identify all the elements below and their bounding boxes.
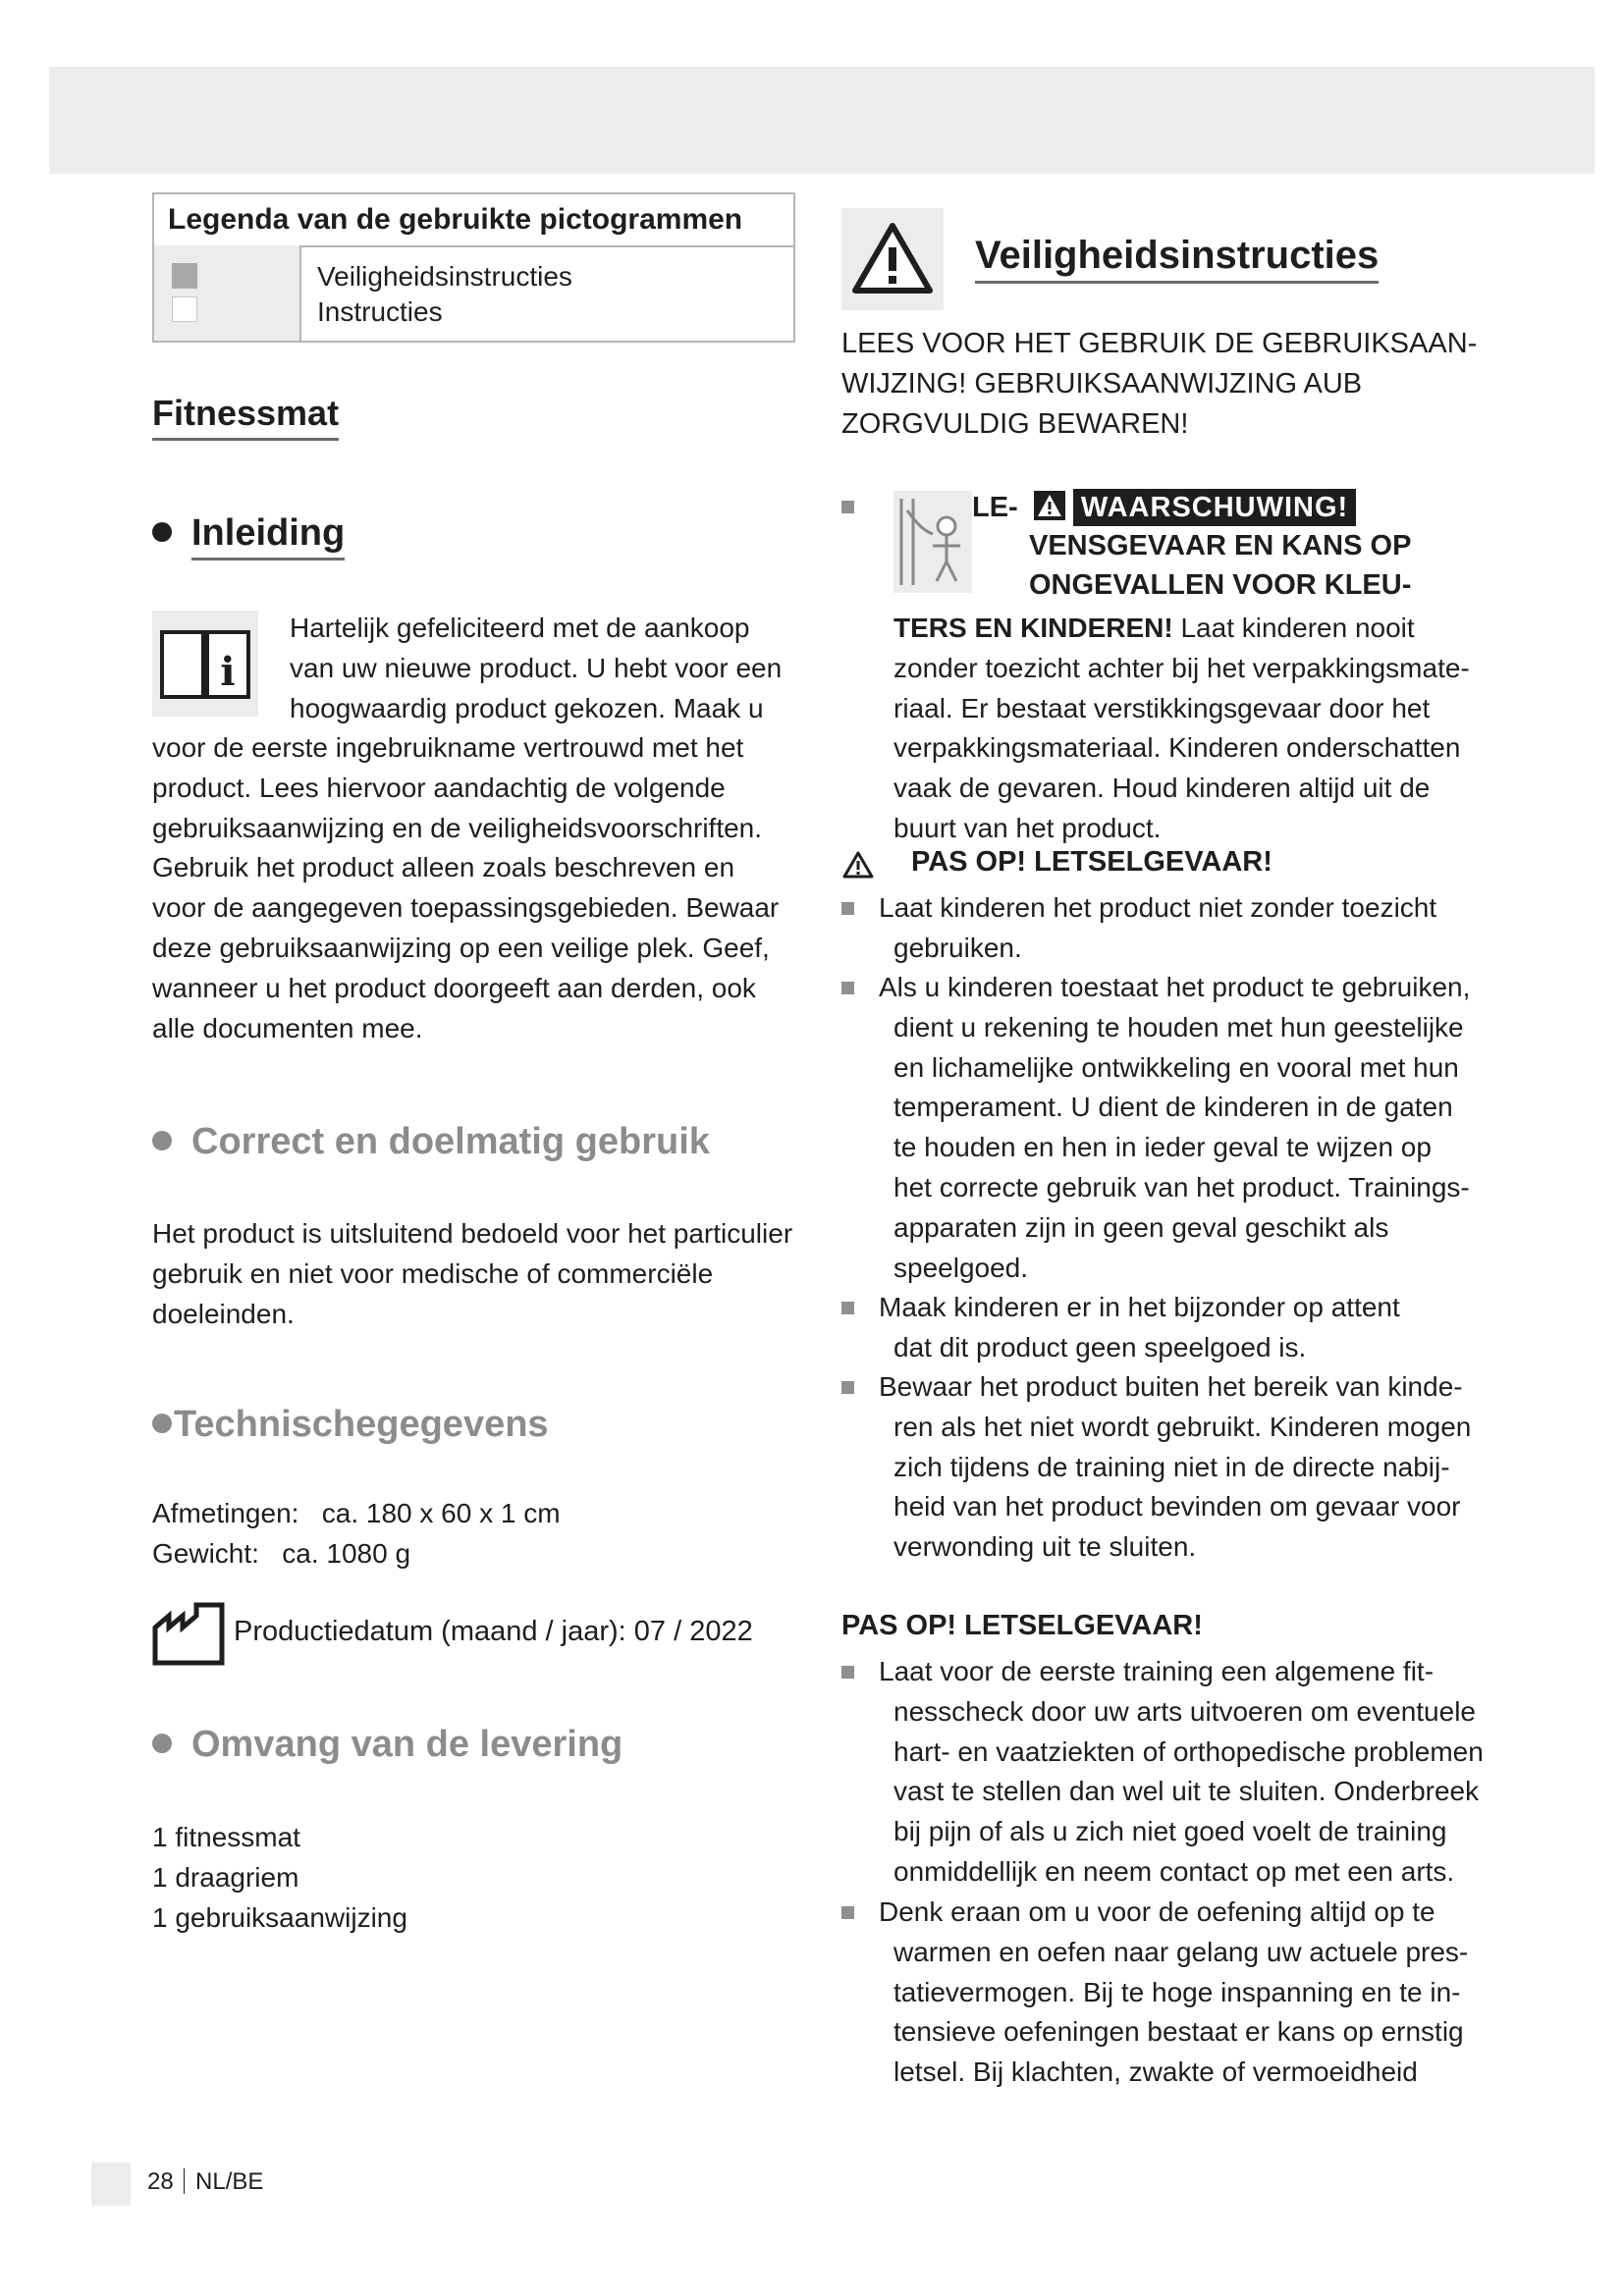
correct-gebruik-heading [152,1121,710,1163]
square-bullet-icon [841,1906,854,1919]
technische-heading [152,1404,549,1446]
bullet1-line: ren als het niet wordt gebruikt. Kinderen mogen [893,1411,1472,1442]
bullet2-line: vast te stellen dan wel uit te sluiten. Onderbreek [893,1776,1480,1807]
warn-head-line: ONGEVALLEN VOOR KLEU- [1029,569,1412,601]
correct-gebruik-heading-text: Correct en doelmatig gebruik [191,1121,710,1162]
levering-heading-text: Omvang van de levering [191,1724,623,1765]
bullet1-line: Maak kinderen er in het bijzonder op attent [879,1292,1400,1322]
warn-line: zonder toezicht achter bij het verpakkingsmate- [893,652,1470,683]
intro-line: voor de aangegeven toepassingsgebieden. Bewaar [152,892,780,924]
warn-rest: Laat kinderen nooit [1172,613,1415,643]
legend-row-safety: Veiligheidsinstructies [317,261,572,292]
veiligheid-heading: Veiligheidsinstructies [975,234,1379,284]
svg-text:i: i [220,649,236,695]
intro-line: alle documenten mee. [152,1012,423,1043]
bullet2-line: onmiddellijk en neem contact op met een arts. [893,1855,1455,1887]
veiligheid-intro-line: ZORGVULDIG BEWAREN! [841,408,1189,440]
warn-first-line [893,609,1470,649]
bullet-dot-icon [152,1131,172,1150]
square-bullet-icon [841,501,854,513]
bullet1-line: verwonding uit te sluiten. [893,1531,1197,1563]
square-bullet-icon [841,902,854,915]
productiedatum: Productiedatum (maand / jaar): 07 / 2022 [234,1616,753,1647]
legend-row-instructions: Instructies [317,296,443,327]
warning-triangle-icon [1034,491,1065,520]
square-bullet-icon [841,982,854,994]
info-book-icon [152,611,258,717]
bullet1-line: te houden en hen in ieder geval te wijzen op [893,1132,1432,1163]
technische-heading-text: Technischegegevens [174,1404,549,1445]
warning-triangle-icon [841,850,875,880]
correct-gebruik-line: gebruik en niet voor medische of commerciële [152,1257,714,1289]
bullet1-line: en lichamelijke ontwikkeling en vooral met hun [893,1051,1459,1083]
bullet1-line: dat dit product geen speelgoed is. [893,1331,1307,1362]
intro-line: deze gebruiksaanwijzing op een veilige plek. Geef, [152,932,770,963]
warning-triangle-icon [841,208,944,310]
pasop-heading-2: PAS OP! LETSELGEVAAR! [841,1610,1203,1641]
bullet1-line: dient u rekening te houden met hun geestelijke [893,1011,1464,1042]
footer-lang: NL/BE [195,2168,264,2195]
bullet1-line: zich tijdens de training niet in de directe nabij- [893,1451,1450,1482]
instruction-square-icon [172,296,197,322]
warn-line: buurt van het product. [893,812,1162,843]
bullet1-line: het correcte gebruik van het product. Trainings- [893,1171,1470,1202]
bullet2-line: nesscheck door uw arts uitvoeren om eventuele [893,1695,1476,1727]
intro-line: Gebruik het product alleen zoals beschreven en [152,852,735,883]
correct-gebruik-line: doeleinden. [152,1298,295,1329]
bullet-dot-icon [152,1734,172,1753]
correct-gebruik-line: Het product is uitsluitend bedoeld voor het particulier [152,1218,793,1249]
bullet2-line: letsel. Bij klachten, zwakte of vermoeidheid [893,2056,1418,2088]
product-title: Fitnessmat [152,393,339,441]
bullet2-line: warmen en oefen naar gelang uw actuele pres- [893,1936,1469,1967]
bullet2-line: tatievermogen. Bij te hoge inspanning en te in- [893,1976,1461,2007]
bullet1-line: temperament. U dient de kinderen in de gaten [893,1092,1453,1123]
levering-item: 1 fitnessmat [152,1822,300,1852]
footer-divider [184,2168,185,2194]
legend-title: Legenda van de gebruikte pictogrammen [154,194,793,247]
warning-badge: WAARSCHUWING! [1073,489,1356,526]
bullet1-line: gebruiken. [893,932,1022,963]
warn-bold: TERS EN KINDEREN! [893,613,1173,643]
square-bullet-icon [841,1381,854,1394]
bullet2-line: Denk eraan om u voor de oefening altijd op te [879,1896,1435,1927]
warn-prefix: LE- [972,492,1018,523]
levering-heading [152,1724,623,1766]
bullet1-line: Laat kinderen het product niet zonder toezicht [879,892,1437,923]
bullet1-line: Als u kinderen toestaat het product te gebruiken, [879,972,1471,1002]
warn-line: riaal. Er bestaat verstikkingsgevaar door het [893,692,1431,723]
intro-line: wanneer u het product doorgeeft aan derden, ook [152,972,756,1003]
inleiding-heading-text: Inleiding [191,512,345,561]
bullet2-line: bij pijn of als u zich niet goed voelt de training [893,1816,1447,1847]
bullet-dot-icon [152,522,172,542]
bullet1-line: speelgoed. [893,1252,1029,1283]
intro-line: gebruiksaanwijzing en de veiligheidsvoorschriften. [152,812,763,843]
veiligheid-intro-line: LEES VOOR HET GEBRUIK DE GEBRUIKSAAN- [841,328,1478,359]
footer-square [91,2163,131,2206]
square-bullet-icon [841,1302,854,1314]
levering-item: 1 gebruiksaanwijzing [152,1901,407,1933]
levering-item: 1 draagriem [152,1861,299,1893]
square-bullet-icon [841,1666,854,1679]
intro-line: voor de eerste ingebruikname vertrouwd met het [152,732,744,763]
legend-table [152,192,795,343]
afmetingen: Afmetingen: ca. 180 x 60 x 1 cm [152,1498,561,1528]
warn-line: vaak de gevaren. Houd kinderen altijd uit de [893,773,1431,804]
gewicht: Gewicht: ca. 1080 g [152,1537,411,1569]
legend-icons-column [154,245,301,341]
bullet2-line: tensieve oefeningen bestaat er kans op ernstig [893,2016,1464,2048]
top-banner [49,67,1595,174]
bullet2-line: Laat voor de eerste training een algemene fit- [879,1656,1435,1686]
bullet1-line: Bewaar het product buiten het bereik van kinde- [879,1371,1463,1402]
intro-line: product. Lees hiervoor aandachtig de volgende [152,772,726,803]
safety-square-icon [172,263,197,289]
child-danger-icon [893,491,972,593]
pasop-heading-1: PAS OP! LETSELGEVAAR! [911,846,1272,878]
bullet2-line: hart- en vaatziekten of orthopedische problemen [893,1735,1484,1767]
inleiding-heading [152,512,345,555]
bullet1-line: heid van het product bevinden om gevaar voor [893,1491,1461,1522]
veiligheid-intro-line: WIJZING! GEBRUIKSAANWIJZING AUB [841,368,1363,400]
bullet-dot-icon [152,1414,172,1433]
intro-line: van uw nieuwe product. U hebt voor een [290,652,783,683]
page-number: 28 [147,2168,174,2195]
intro-line: hoogwaardig product gekozen. Maak u [290,692,764,723]
warn-head-line: VENSGEVAAR EN KANS OP [1029,530,1412,561]
bullet1-line: apparaten zijn in geen geval geschikt als [893,1211,1389,1243]
warn-line: verpakkingsmateriaal. Kinderen onderschatten [893,732,1461,764]
factory-date-icon [152,1602,225,1667]
intro-line: Hartelijk gefeliciteerd met de aankoop [290,613,750,643]
footer [147,2168,263,2196]
